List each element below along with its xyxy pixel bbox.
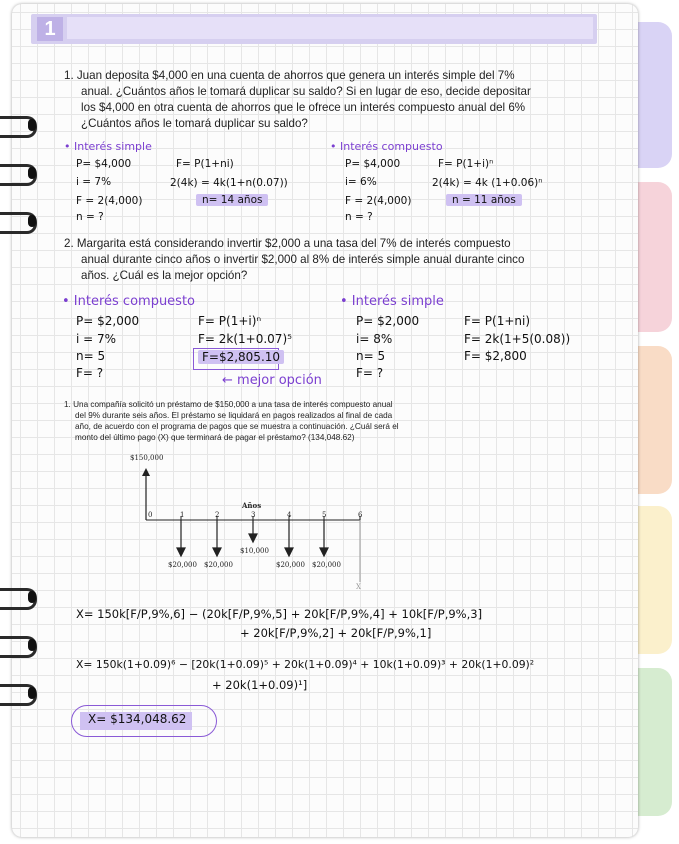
header-title-bar <box>67 17 593 39</box>
binder-ring <box>0 636 36 654</box>
p2-right-formula: F= P(1+ni) <box>464 314 530 328</box>
payment-arrowhead-1 <box>177 548 185 556</box>
p1-right-formula: 2(4k) = 4k (1+0.06)ⁿ <box>432 177 543 189</box>
p2-right-var: i= 8% <box>356 332 393 346</box>
page-number: 1 <box>37 17 63 41</box>
p1-right-result: n = 11 años <box>446 194 522 206</box>
payment-arrowhead-2 <box>213 548 221 556</box>
tick-label: 5 <box>322 511 327 519</box>
p2-right-var: P= $2,000 <box>356 314 420 328</box>
equation-2-line-2: + 20k(1+0.09)¹] <box>212 678 308 692</box>
p2-left-var: n= 5 <box>76 349 106 363</box>
equation-2-line-1: X= 150k(1+0.09)⁶ − [20k(1+0.09)⁵ + 20k(1+0.09)⁴ + 10k(1+0.09)³ + 20k(1+0.09)² <box>76 658 535 671</box>
p2-right-formula: F= 2k(1+5(0.08)) <box>464 332 571 346</box>
problem-3-text: 1. Una compañía solicitó un préstamo de $150,000 a una tasa de interés compuesto anual del 9% durante seis años. El préstamo se liquidará en pagos realizados al final de cada año, de acuerdo con el programa de pagos que se muestra a continuación. ¿Cuál será el monto del último pago (X) que terminará de pagar el préstamo? (134,048.62) <box>64 400 399 442</box>
p2-left-heading: • Interés compuesto <box>62 294 196 309</box>
tick-label: 3 <box>251 511 256 519</box>
tick-label: 2 <box>215 511 220 519</box>
p1-left-var: P= $4,000 <box>76 158 132 170</box>
page-header <box>31 14 597 44</box>
binder-ring <box>0 212 36 230</box>
axis-label: Años <box>242 501 262 510</box>
p2-right-var: n= 5 <box>356 349 386 363</box>
p1-left-formula: 2(4k) = 4k(1+n(0.07)) <box>170 177 288 189</box>
payment-label: $10,000 <box>240 547 269 555</box>
loan-amount-label: $150,000 <box>130 454 164 462</box>
payment-arrowhead-3 <box>249 534 257 542</box>
equation-1-line-1: X= 150k[F/P,9%,6] − (20k[F/P,9%,5] + 20k[F/P,9%,4] + 10k[F/P,9%,3] <box>76 607 483 621</box>
p2-left-result: F=$2,805.10 <box>198 350 284 364</box>
payment-label: X <box>356 583 361 591</box>
p1-right-var: F = 2(4,000) <box>345 195 412 207</box>
p1-left-formula: F= P(1+ni) <box>176 158 234 170</box>
p2-left-var: i = 7% <box>76 332 117 346</box>
binder-ring <box>0 588 36 606</box>
final-result <box>71 705 217 737</box>
problem-1-text: 1. Juan deposita $4,000 en una cuenta de ahorros que genera un interés simple del 7% anual. ¿Cuántos años le tomará duplicar su saldo? Si en lugar de eso, decide depositar los $4,000 en otra cuenta de ahorros que le ofrece un interés compuesto anual del 6% ¿Cuántos años le tomará duplicar su saldo? <box>64 69 531 130</box>
p2-right-formula: F= $2,800 <box>464 349 527 363</box>
problem-2-text: 2. Margarita está considerando invertir $2,000 a una tasa del 7% de interés compuesto anual durante cinco años o invertir $2,000 al 8% de interés simple anual durante cinco años. ¿Cuál es la mejor opción? <box>64 237 525 282</box>
cash-flow-diagram <box>120 450 380 585</box>
payment-label: $20,000 <box>168 561 197 569</box>
tick-label: 6 <box>358 511 363 519</box>
p2-best-note: ← mejor opción <box>222 373 322 388</box>
p2-left-var: P= $2,000 <box>76 314 140 328</box>
p1-right-var: i= 6% <box>345 176 377 188</box>
p1-right-heading: • Interés compuesto <box>330 140 443 153</box>
p1-right-var: P= $4,000 <box>345 158 401 170</box>
p2-right-var: F= ? <box>356 366 384 380</box>
equation-1-line-2: + 20k[F/P,9%,2] + 20k[F/P,9%,1] <box>240 626 432 640</box>
p2-left-formula: F= P(1+i)ⁿ <box>198 314 262 328</box>
binder-ring <box>0 164 36 182</box>
tick-label: 4 <box>287 511 292 519</box>
p2-left-var: F= ? <box>76 366 104 380</box>
payment-arrowhead-4 <box>285 548 293 556</box>
tick-label: 1 <box>180 511 185 519</box>
binder-ring <box>0 684 36 702</box>
payment-label: $20,000 <box>204 561 233 569</box>
p1-left-var: F = 2(4,000) <box>76 195 143 207</box>
p1-right-formula: F= P(1+i)ⁿ <box>438 158 494 170</box>
tick-label: 0 <box>148 511 153 519</box>
p2-left-formula: F= 2k(1+0.07)⁵ <box>198 332 292 346</box>
payment-label: $20,000 <box>276 561 305 569</box>
p2-right-heading: • Interés simple <box>340 294 444 309</box>
p1-left-heading: • Interés simple <box>64 140 152 153</box>
payment-arrowhead-5 <box>320 548 328 556</box>
final-result-text: X= $134,048.62 <box>88 712 187 726</box>
payment-label: $20,000 <box>312 561 341 569</box>
receipt-arrowhead <box>142 468 150 476</box>
p1-right-var: n = ? <box>345 211 373 223</box>
binder-ring <box>0 116 36 134</box>
p1-left-var: i = 7% <box>76 176 112 188</box>
p1-left-result: n= 14 años <box>196 194 268 206</box>
p1-left-var: n = ? <box>76 211 104 223</box>
